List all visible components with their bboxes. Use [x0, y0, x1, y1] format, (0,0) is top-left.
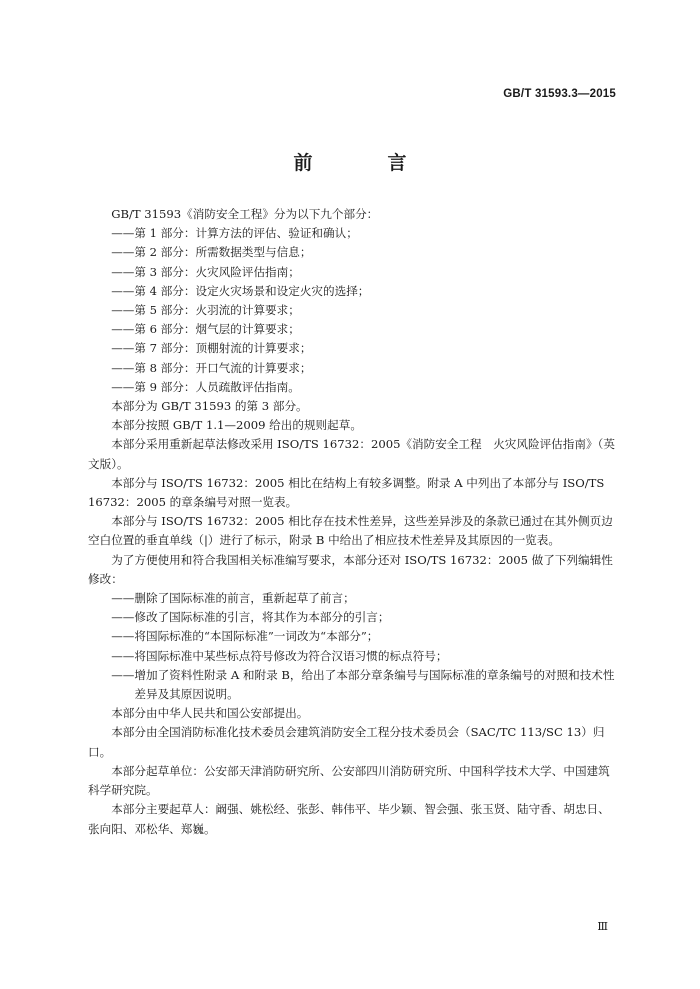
- paragraph: GB/T 31593《消防安全工程》分为以下九个部分：: [111, 207, 379, 221]
- list-item: ——第 8 部分：开口气流的计算要求；: [111, 360, 312, 375]
- list-item: ——将国际标准中某些标点符号修改为符合汉语习惯的标点符号；: [111, 648, 448, 663]
- paragraph: 本部分由中华人民共和国公安部提出。: [111, 706, 309, 721]
- list-item: ——第 1 部分：计算方法的评估、验证和确认；: [111, 226, 358, 241]
- paragraph: 本部分采用重新起草法修改采用 ISO/TS 16732：2005《消防安全工程 火灾风险评估指南》（英文版）。: [88, 437, 615, 471]
- paragraph: 本部分与 ISO/TS 16732：2005 相比存在技术性差异，这些差异涉及的条款已通过在其外侧页边空白位置的垂直单线（|）进行了标示，附录 B 中给出了相应技术性差异及其原因的一览表。: [88, 514, 613, 548]
- list-item: ——第 4 部分：设定火灾场景和设定火灾的选择；: [111, 283, 370, 298]
- list-item: ——第 5 部分：火羽流的计算要求；: [111, 303, 300, 318]
- paragraph: 本部分与 ISO/TS 16732：2005 相比在结构上有较多调整。附录 A 中列出了本部分与 ISO/TS 16732：2005 的章条编号对照一览表。: [88, 475, 605, 510]
- paragraph: 本部分由全国消防标准化技术委员会建筑消防安全工程分技术委员会（SAC/TC 113/SC 13）归口。: [88, 725, 605, 759]
- paragraph: 本部分按照 GB/T 1.1—2009 给出的规则起草。: [111, 418, 362, 433]
- list-item: ——增加了资料性附录 A 和附录 B，给出了本部分章条编号与国际标准的章条编号的对照和技术性差异及其原因说明。: [111, 667, 615, 702]
- list-item: ——第 9 部分：人员疏散评估指南。: [111, 379, 300, 394]
- list-item: ——第 7 部分：顶棚射流的计算要求；: [111, 341, 312, 356]
- list-item: ——删除了国际标准的前言，重新起草了前言；: [111, 591, 355, 606]
- paragraph: 为了方便使用和符合我国相关标准编写要求，本部分还对 ISO/TS 16732：2005 做了下列编辑性修改：: [88, 552, 613, 586]
- list-item: ——第 2 部分：所需数据类型与信息；: [111, 245, 312, 260]
- list-item: ——第 3 部分：火灾风险评估指南；: [111, 264, 300, 279]
- paragraph: 本部分主要起草人：阚强、姚松经、张彭、韩伟平、毕少颖、智会强、张玉贤、陆守香、胡忠日、张向阳、邓松华、郑巍。: [88, 802, 610, 836]
- page-number: Ⅲ: [597, 920, 608, 933]
- page-title: 前 言: [293, 152, 435, 174]
- standard-code: GB/T 31593.3—2015: [503, 88, 616, 100]
- list-item: ——第 6 部分：烟气层的计算要求；: [111, 322, 300, 337]
- paragraph: 本部分起草单位：公安部天津消防研究所、公安部四川消防研究所、中国科学技术大学、中国建筑科学研究院。: [88, 763, 610, 798]
- list-item: ——修改了国际标准的引言，将其作为本部分的引言；: [111, 610, 390, 625]
- paragraph: 本部分为 GB/T 31593 的第 3 部分。: [111, 399, 308, 414]
- foreword-body: [88, 205, 618, 839]
- list-item: ——将国际标准的“本国际标准”一词改为“本部分”；: [111, 629, 379, 644]
